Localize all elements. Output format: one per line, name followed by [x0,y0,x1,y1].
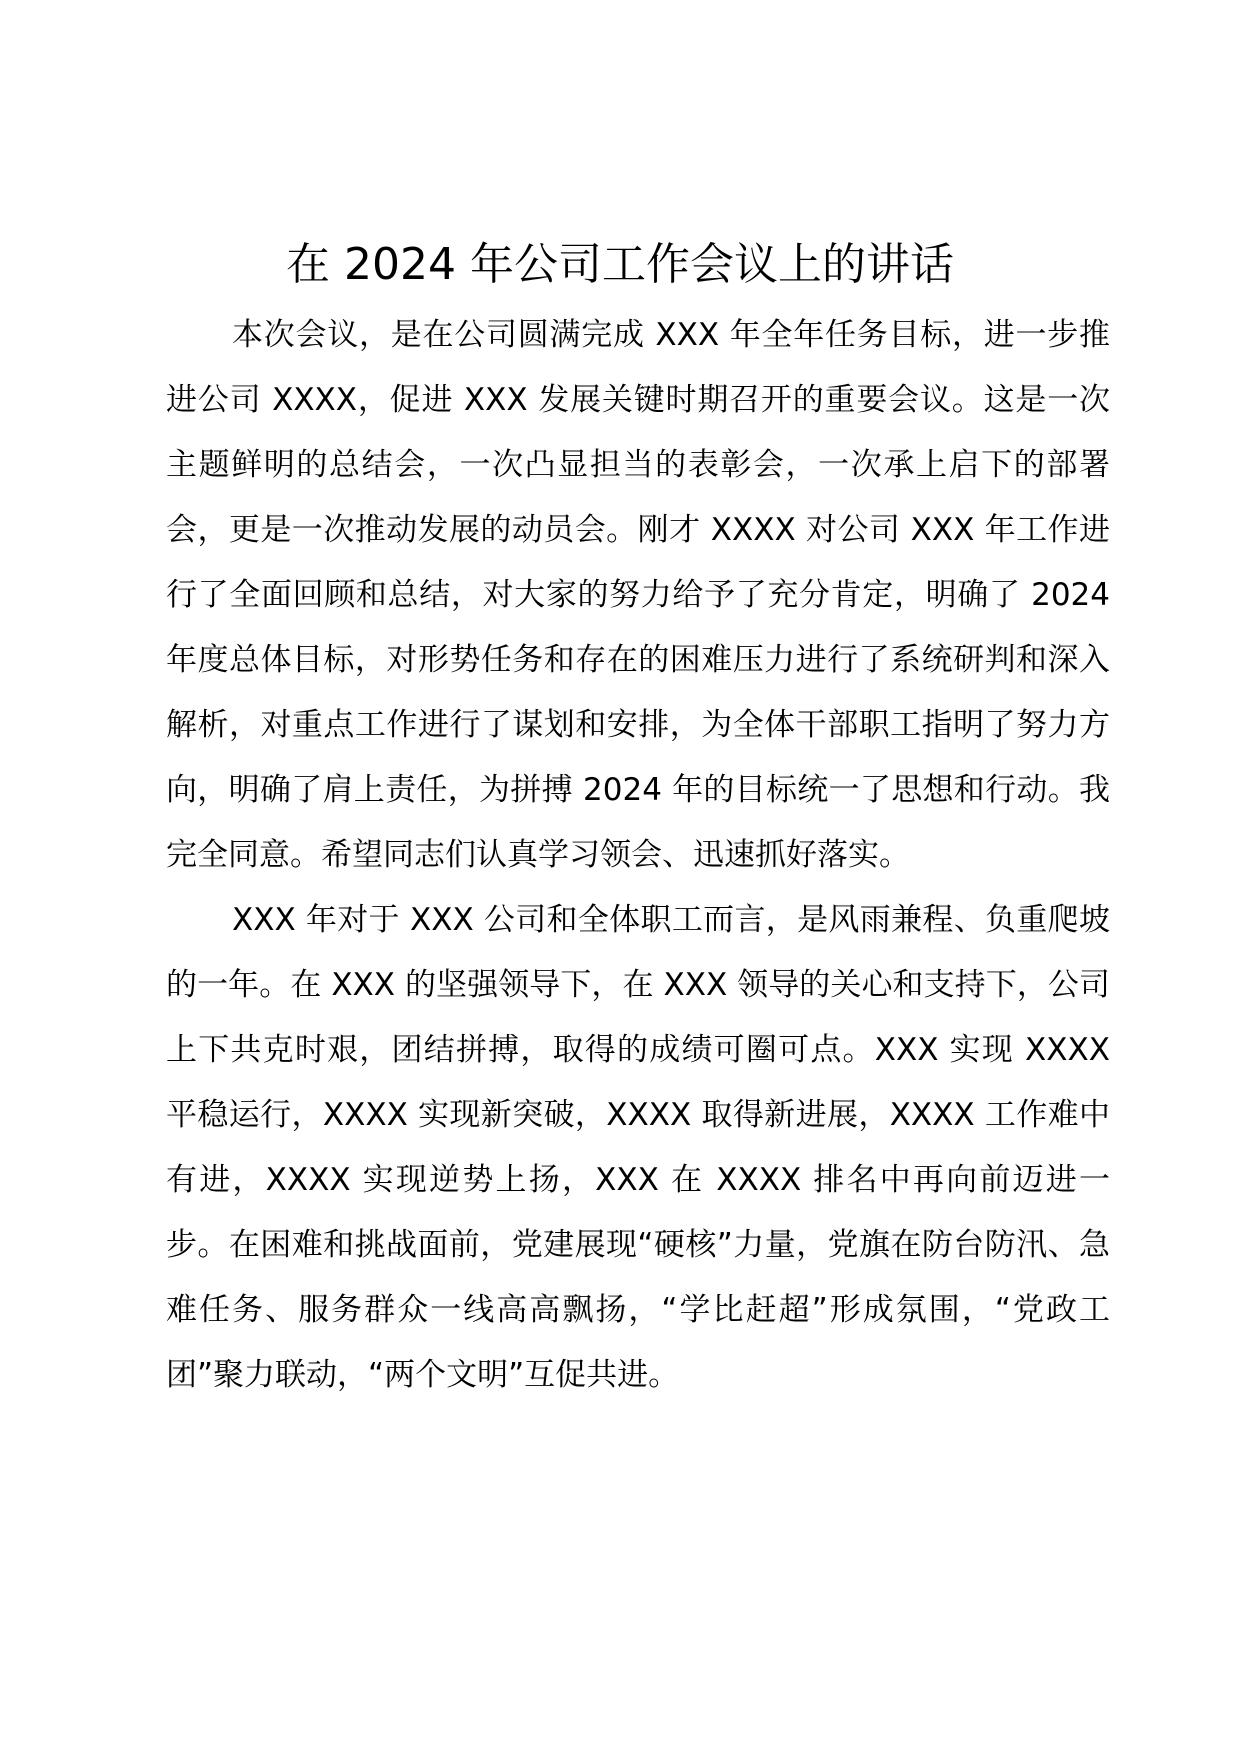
document-body [166,303,1110,1408]
document-title: 在 2024 年公司工作会议上的讲话 [286,239,954,290]
body-paragraph-1: 本次会议，是在公司圆满完成 XXX 年全年任务目标，进一步推进公司 XXXX，促进 XXX 发展关键时期召开的重要会议。这是一次主题鲜明的总结会，一次凸显担当的表彰会，一次承上启下的部署会，更是一次推动发展的动员会。刚才 XXXX 对公司 XXX 年工作进行了全面回顾和总结，对大家的努力给予了充分肯定，明确了 2024 年度总体目标，对形势任务和存在的困难压力进行了系统研判和深入解析，对重点工作进行了谋划和安排，为全体干部职工指明了努力方向，明确了肩上责任，为拼搏 2024 年的目标统一了思想和行动。我完全同意。希望同志们认真学习领会、迅速抓好落实。 [166,317,1110,873]
body-paragraph-2: XXX 年对于 XXX 公司和全体职工而言，是风雨兼程、负重爬坡的一年。在 XXX 的坚强领导下，在 XXX 领导的关心和支持下，公司上下共克时艰，团结拼搏，取得的成绩可圈可点。XXX 实现 XXXX 平稳运行，XXXX 实现新突破，XXXX 取得新进展，XXXX 工作难中有进，XXXX 实现逆势上扬，XXX 在 XXXX 排名中再向前迈进一步。在困难和挑战面前，党建展现“硬核”力量，党旗在防台防汛、急难任务、服务群众一线高高飘扬，“学比赶超”形成氛围，“党政工团”聚力联动，“两个文明”互促共进。 [166,902,1110,1393]
